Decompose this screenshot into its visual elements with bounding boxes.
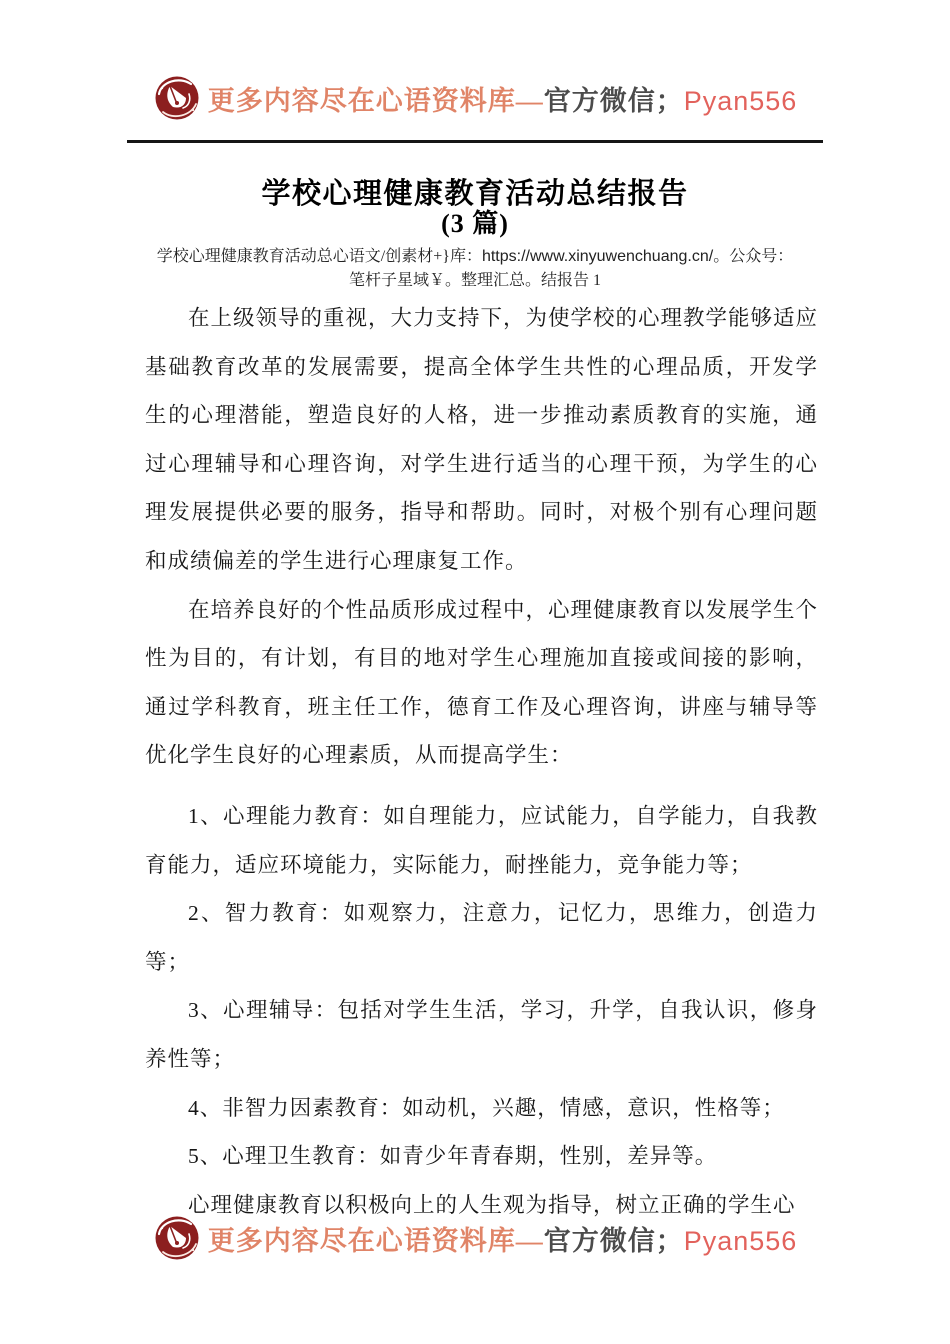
header-divider-line bbox=[127, 140, 823, 143]
footer-brand-text bbox=[208, 1219, 798, 1258]
document-body bbox=[145, 294, 818, 1229]
header-wechat-id: Pyan556 bbox=[683, 85, 798, 116]
footer-dash: — bbox=[515, 1225, 544, 1256]
pen-nib-logo-icon bbox=[153, 1214, 201, 1262]
list-item-2: 2、智力教育：如观察力，注意力，记忆力，思维力，创造力等； bbox=[145, 901, 818, 974]
paragraph: 在培养良好的个性品质形成过程中，心理健康教育以发展学生个性为目的，有计划，有目的地对学生心理施加直接或间接的影响，通过学科教育，班主任工作，德育工作及心理咨询，讲座与辅导等优化学生良好的心理素质，从而提高学生： bbox=[145, 597, 819, 768]
header-dash: — bbox=[515, 85, 544, 116]
header-brand-text bbox=[208, 79, 798, 118]
footer-brand-name: 更多内容尽在心语资料库 bbox=[207, 1225, 516, 1256]
pen-nib-logo-icon bbox=[153, 74, 201, 122]
source-note bbox=[137, 245, 813, 293]
header-brand-strip bbox=[0, 74, 950, 122]
source-note-suffix: 。公众号： bbox=[713, 248, 794, 265]
footer-wechat-id: Pyan556 bbox=[683, 1225, 798, 1256]
page-title: 学校心理健康教育活动总结报告 bbox=[261, 178, 689, 211]
list-item-4: 4、非智力因素教育：如动机，兴趣，情感，意识，性格等； bbox=[188, 1095, 785, 1120]
list-item-3: 3、心理辅导：包括对学生生活，学习，升学，自我认识，修身养性等； bbox=[145, 998, 818, 1071]
list-item-5: 5、心理卫生教育：如青少年青春期，性别，差异等。 bbox=[188, 1144, 718, 1169]
source-url: https://www.xinyuwenchuang.cn/ bbox=[481, 248, 714, 265]
paragraph: 心理健康教育以积极向上的人生观为指导，树立正确的学生心 bbox=[188, 1192, 796, 1217]
footer-brand-strip bbox=[0, 1214, 950, 1262]
source-note-prefix: 学校心理健康教育活动总心语文/创素材+}库： bbox=[156, 248, 482, 265]
footer-wechat-label: 官方微信； bbox=[543, 1225, 684, 1256]
header-brand-name: 更多内容尽在心语资料库 bbox=[207, 85, 516, 116]
page-subtitle: (3 篇) bbox=[441, 209, 509, 238]
list-item-1: 1、心理能力教育：如自理能力，应试能力，自学能力，自我教育能力，适应环境能力，实际能力，耐挫能力，竞争能力等； bbox=[145, 803, 818, 877]
source-note-line2: 笔杆子星域￥。整理汇总。结报告 1 bbox=[348, 272, 601, 289]
header-wechat-label: 官方微信； bbox=[543, 85, 684, 116]
paragraph: 在上级领导的重视，大力支持下，为使学校的心理教学能够适应基础教育改革的发展需要，提高全体学生共性的心理品质，开发学生的心理潜能，塑造良好的人格，进一步推动素质教育的实施，通过心理辅导和心理咨询，对学生进行适当的心理干预，为学生的心理发展提供必要的服务，指导和帮助。同时，对极个别有心理问题和成绩偏差的学生进行心理康复工作。 bbox=[145, 306, 819, 573]
